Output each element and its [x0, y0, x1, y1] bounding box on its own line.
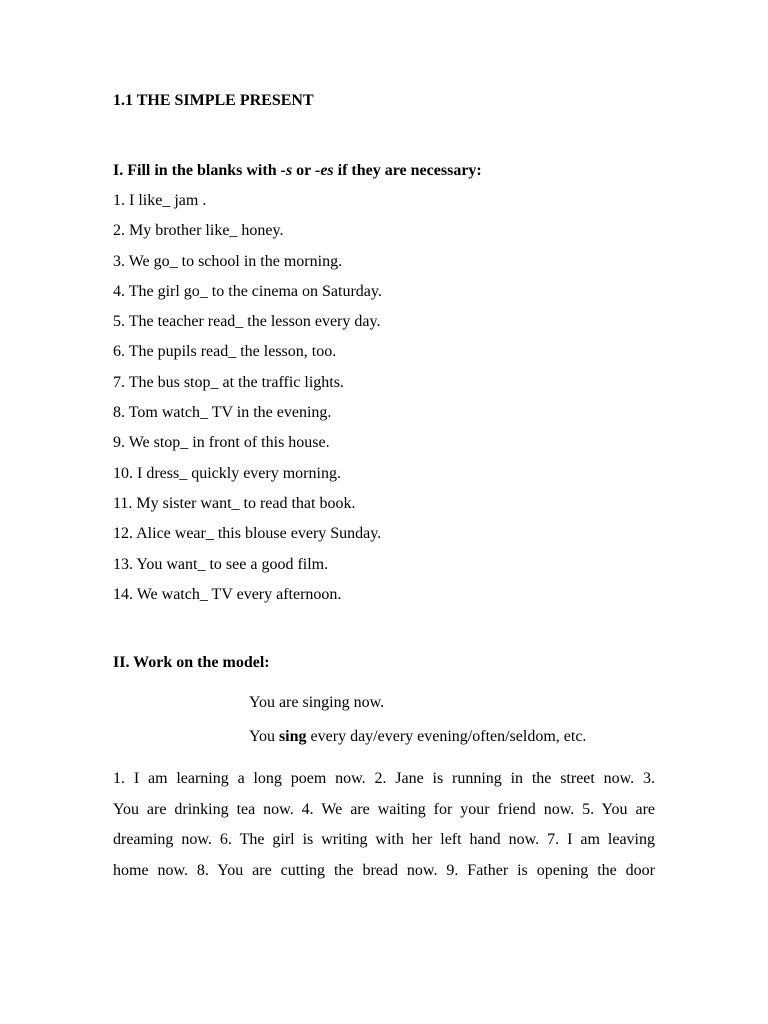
paragraph-line-2: You are drinking tea now. 4. We are waiting for your friend now. 5. You are — [113, 800, 655, 818]
exercise-item-14: 14. We watch_ TV every afternoon. — [113, 585, 342, 603]
section-1-heading-prefix: I. Fill in the blanks with — [113, 162, 281, 179]
exercise-item-5: 5. The teacher read_ the lesson every day. — [113, 313, 381, 331]
section-1-heading-es: -es — [314, 162, 334, 179]
section-1-heading — [113, 160, 482, 182]
section-1-heading-s: -s — [280, 162, 293, 179]
exercise-item-3: 3. We go_ to school in the morning. — [113, 252, 343, 270]
exercise-item-8: 8. Tom watch_ TV in the evening. — [113, 404, 332, 422]
model-line-1: You are singing now. — [249, 694, 385, 711]
exercise-item-7: 7. The bus stop_ at the traffic lights. — [113, 373, 344, 391]
model-line-2-prefix: You — [249, 728, 279, 745]
exercise-item-11: 11. My sister want_ to read that book. — [113, 494, 356, 512]
model-verb: sing — [278, 728, 307, 745]
model-example — [249, 692, 586, 760]
exercise-paragraph — [113, 764, 655, 886]
section-2-heading: II. Work on the model: — [113, 654, 270, 671]
model-line-2 — [249, 726, 586, 760]
exercise-item-13: 13. You want_ to see a good film. — [113, 555, 329, 573]
exercise-list — [113, 190, 382, 614]
paragraph-line-4: home now. 8. You are cutting the bread now. 9. Father is opening the door — [113, 861, 655, 879]
exercise-item-2: 2. My brother like_ honey. — [113, 222, 284, 240]
paragraph-line-1: 1. I am learning a long poem now. 2. Jane is running in the street now. 3. — [113, 770, 655, 787]
exercise-item-10: 10. I dress_ quickly every morning. — [113, 464, 341, 482]
section-1-heading-suffix: if they are necessary: — [333, 162, 482, 179]
model-line-2-suffix: every day/every evening/often/seldom, etc. — [306, 728, 587, 745]
exercise-item-9: 9. We stop_ in front of this house. — [113, 434, 330, 452]
exercise-item-6: 6. The pupils read_ the lesson, too. — [113, 343, 337, 361]
exercise-item-1: 1. I like_ jam . — [113, 192, 207, 209]
page-title: 1.1 THE SIMPLE PRESENT — [113, 92, 314, 109]
exercise-item-4: 4. The girl go_ to the cinema on Saturday. — [113, 282, 382, 300]
exercise-item-12: 12. Alice wear_ this blouse every Sunday. — [113, 525, 382, 543]
paragraph-line-3: dreaming now. 6. The girl is writing with her left hand now. 7. I am leaving — [113, 831, 655, 848]
section-1-heading-or: or — [292, 162, 315, 179]
